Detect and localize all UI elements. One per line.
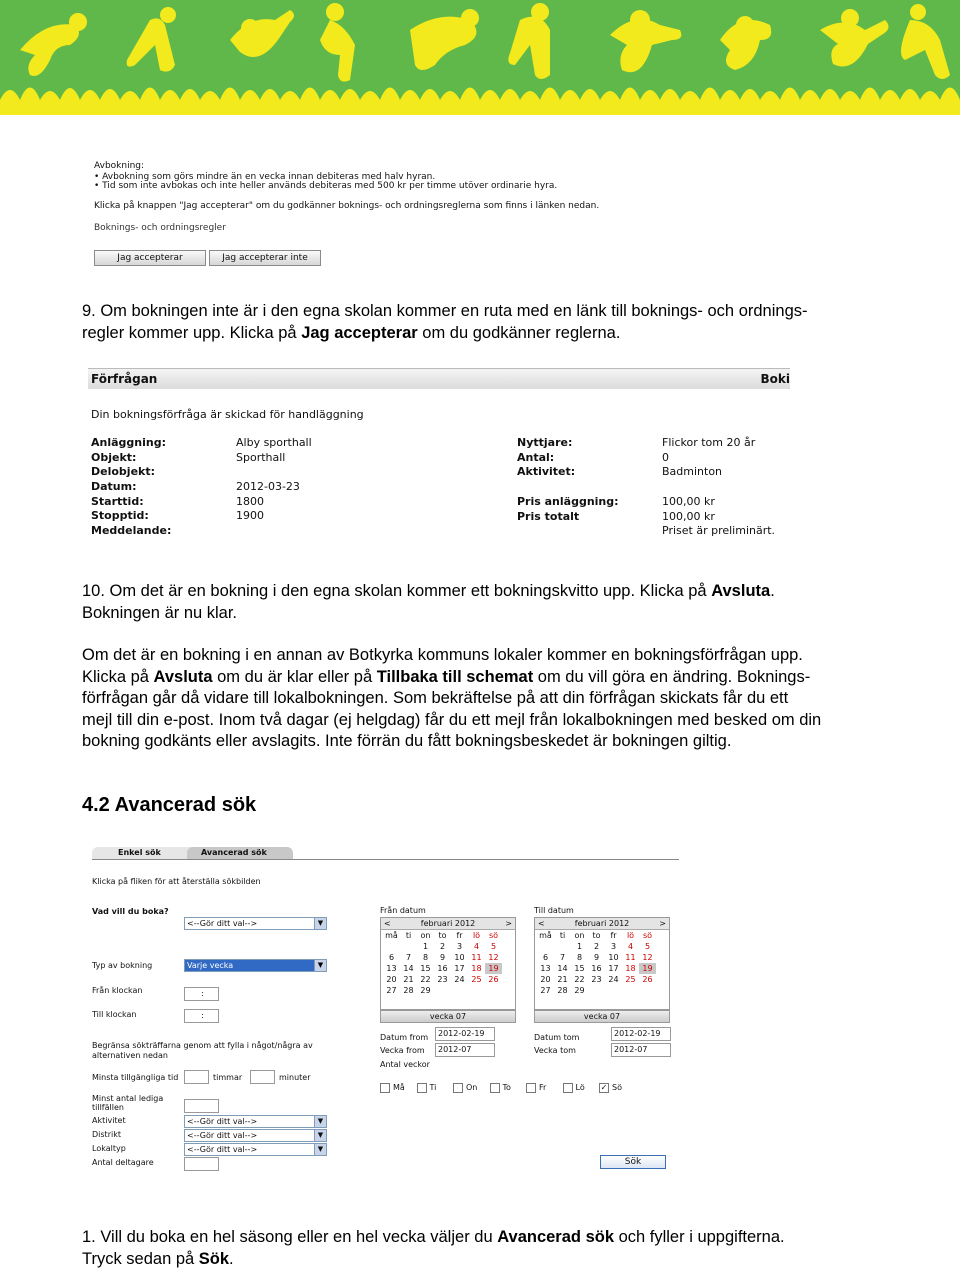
- participants-label: Antal deltagare: [92, 1158, 154, 1167]
- calendar-day[interactable]: 3: [610, 942, 617, 951]
- calendar-day[interactable]: 15: [574, 964, 585, 973]
- activity-select[interactable]: <--Gör ditt val--> ▼: [184, 1115, 327, 1128]
- calendar-day: [383, 941, 400, 952]
- calendar-day[interactable]: 19: [485, 963, 502, 974]
- weekday-header: ti: [405, 931, 412, 940]
- decline-button[interactable]: Jag accepterar inte: [209, 250, 321, 266]
- request-title-right: Boki: [760, 372, 790, 386]
- request-field-label: Datum:: [91, 480, 137, 494]
- jumping-kids-illustration: [0, 0, 960, 115]
- calendar-day[interactable]: 27: [540, 986, 551, 995]
- booking-type-select[interactable]: Varje vecka ▼: [184, 959, 327, 972]
- weekday-header: lö: [626, 931, 635, 940]
- calendar-day[interactable]: 11: [625, 953, 636, 962]
- cancellation-rule-1: • Avbokning som görs mindre än en vecka innan debiteras med halv hyran.: [94, 172, 436, 182]
- activity-label: Aktivitet: [92, 1116, 126, 1125]
- min-time-label: Minsta tillgängliga tid: [92, 1073, 179, 1082]
- tab-advanced-search[interactable]: Avancerad sök: [187, 847, 293, 859]
- calendar-day[interactable]: 5: [644, 942, 651, 951]
- weekday-header: fr: [456, 931, 463, 940]
- calendar-day[interactable]: 2: [593, 942, 600, 951]
- weekday-checkbox-label: To: [502, 1083, 511, 1092]
- accept-button[interactable]: Jag accepterar: [94, 250, 206, 266]
- request-field-label: Pris totalt: [517, 509, 580, 523]
- request-field-value: 0: [662, 450, 669, 464]
- weekday-header: må: [539, 931, 552, 940]
- calendar-day[interactable]: 13: [540, 964, 551, 973]
- request-status: Din bokningsförfråga är skickad för handläggning: [91, 408, 364, 421]
- request-field-value: [236, 524, 312, 539]
- week-to-label: Vecka tom: [534, 1046, 576, 1055]
- request-header-bar: [88, 368, 790, 389]
- calendar-day: [451, 985, 468, 996]
- weekday-header: sö: [488, 931, 499, 940]
- chevron-down-icon: ▼: [314, 1130, 326, 1141]
- request-field-value: Alby sporthall: [236, 436, 312, 449]
- step-10-details: Om det är en bokning i en annan av Botkyrka kommuns lokaler kommer en bokningsförfrågan upp. Klicka på Avsluta om du är klar eller på Tillbaka till schemat om du vill göra en ändring. Boknings- förfrågan går då vidare till lokalbokningen. Som bekräftelse på att din förfrågan skickats får du ett mejl till din e-post. Inom två dagar (ej helgdag) får du ett mejl från lokalbokningen med besked om din bokning godkänts eller avslagits. Inte förrän du fått bokningsbeskedet är bokningen giltig.: [82, 646, 822, 750]
- calendar-day[interactable]: 27: [386, 986, 397, 995]
- calendar-day[interactable]: 17: [608, 964, 619, 973]
- from-time-label: Från klockan: [92, 986, 143, 995]
- weekday-checkbox-label: On: [466, 1083, 478, 1092]
- header-banner: [0, 0, 960, 115]
- what-to-book-label: Vad vill du boka?: [92, 907, 169, 916]
- min-minutes-input[interactable]: [250, 1070, 275, 1084]
- week-from-label: Vecka from: [380, 1046, 425, 1055]
- request-field-value: [236, 465, 312, 480]
- calendar-day[interactable]: 12: [642, 953, 653, 962]
- calendar-day[interactable]: 20: [540, 975, 551, 984]
- calendar-day[interactable]: 15: [420, 964, 431, 973]
- hours-label: timmar: [213, 1073, 243, 1082]
- calendar-day[interactable]: 14: [403, 964, 414, 973]
- weekday-header: fr: [610, 931, 617, 940]
- step-10-text: 10. Om det är en bokning i den egna skolan kommer ett bokningskvitto upp. Klicka på Avsluta. Bokningen är nu klar.: [82, 582, 775, 622]
- calendar-day[interactable]: 3: [456, 942, 463, 951]
- accept-instruction: Klicka på knappen "Jag accepterar" om du godkänner boknings- och ordningsreglerna som finns i länken nedan.: [94, 201, 600, 211]
- minutes-label: minuter: [279, 1073, 311, 1082]
- tab-baseline: [92, 859, 679, 860]
- request-title: Förfrågan: [91, 372, 158, 386]
- step-1-text: 1. Vill du boka en hel säsong eller en hel vecka väljer du Avancerad sök och fyller i uppgifterna. Tryck sedan på Sök.: [82, 1228, 785, 1268]
- request-field-value: 100,00 kr: [662, 495, 715, 508]
- cancellation-heading: Avbokning:: [94, 161, 145, 171]
- chevron-down-icon: ▼: [314, 1116, 326, 1127]
- calendar-day[interactable]: 2: [439, 942, 446, 951]
- calendar-day[interactable]: 7: [559, 953, 566, 962]
- request-field-value: 1900: [236, 509, 264, 523]
- participants-input[interactable]: [184, 1157, 219, 1171]
- calendar-day: [537, 941, 554, 952]
- weekday-checkbox-label: Sö: [612, 1083, 622, 1092]
- calendar-day[interactable]: 25: [625, 975, 636, 984]
- week-to-input[interactable]: 2012-07: [611, 1043, 671, 1057]
- reset-hint: Klicka på fliken för att återställa sökbilden: [92, 877, 261, 886]
- calendar-day[interactable]: 21: [403, 975, 414, 984]
- calendar-day[interactable]: 10: [454, 953, 465, 962]
- calendar-month-header: [381, 918, 515, 930]
- weekday-checkbox[interactable]: [453, 1083, 463, 1093]
- request-field-label: Aktivitet:: [517, 465, 576, 479]
- calendar-day[interactable]: 9: [593, 953, 600, 962]
- request-field-value: Badminton: [662, 465, 723, 479]
- calendar-day[interactable]: 11: [471, 953, 482, 962]
- weekday-header: to: [592, 931, 601, 940]
- calendar-month-label: februari 2012: [420, 919, 476, 928]
- weekday-checkbox-label: Må: [393, 1083, 405, 1092]
- calendar-day[interactable]: 12: [488, 953, 499, 962]
- request-field-value: Priset är preliminärt.: [662, 524, 776, 538]
- calendar-month-header: [535, 918, 669, 930]
- calendar-day[interactable]: 28: [403, 986, 414, 995]
- request-field-label: Stopptid:: [91, 509, 149, 523]
- calendar-day[interactable]: 4: [473, 942, 480, 951]
- weekday-header: lö: [472, 931, 481, 940]
- calendar-day[interactable]: 1: [422, 942, 429, 951]
- calendar-day[interactable]: 22: [420, 975, 431, 984]
- calendar-day[interactable]: 13: [386, 964, 397, 973]
- calendar-day[interactable]: 6: [388, 953, 395, 962]
- search-button[interactable]: Sök: [600, 1155, 666, 1169]
- calendar-day[interactable]: 24: [608, 975, 619, 984]
- calendar-day: [468, 985, 485, 996]
- request-field-label: Meddelande:: [91, 524, 172, 538]
- calendar-day: [588, 985, 605, 996]
- min-hours-input[interactable]: [184, 1070, 209, 1084]
- weekday-checkbox[interactable]: ✓: [600, 1083, 608, 1092]
- calendar-day[interactable]: 18: [625, 964, 636, 973]
- request-field-label: Pris anläggning:: [517, 495, 619, 508]
- booking-type-label: Typ av bokning: [92, 961, 153, 970]
- venue-type-label: Lokaltyp: [92, 1144, 126, 1153]
- calendar-day[interactable]: 5: [490, 942, 497, 951]
- weekday-checkbox-label: Fr: [539, 1083, 547, 1092]
- calendar-day[interactable]: 20: [386, 975, 397, 984]
- rules-link[interactable]: Boknings- och ordningsregler: [94, 223, 226, 233]
- chevron-down-icon: ▼: [314, 918, 326, 929]
- from-date-label: Från datum: [380, 906, 426, 915]
- request-right-labels-1: [517, 436, 575, 480]
- prev-month-button[interactable]: <: [384, 919, 391, 928]
- weekday-checkbox[interactable]: [563, 1083, 573, 1093]
- venue-type-select[interactable]: <--Gör ditt val--> ▼: [184, 1143, 327, 1156]
- calendar-day: [622, 985, 639, 996]
- calendar-day[interactable]: 29: [420, 986, 431, 995]
- calendar-day[interactable]: 28: [557, 986, 568, 995]
- weekday-header: on: [574, 931, 585, 940]
- calendar-day[interactable]: 25: [471, 975, 482, 984]
- calendar-day[interactable]: 7: [405, 953, 412, 962]
- next-month-button[interactable]: >: [659, 919, 666, 928]
- calendar-day[interactable]: 16: [437, 964, 448, 973]
- weekday-checkbox-label: Ti: [429, 1083, 437, 1092]
- weekday-header: må: [385, 931, 398, 940]
- chevron-down-icon: ▼: [314, 960, 326, 971]
- to-date-calendar[interactable]: [534, 917, 670, 1010]
- district-label: Distrikt: [92, 1130, 121, 1139]
- request-field-label: Nyttjare:: [517, 436, 573, 449]
- what-to-book-select[interactable]: <--Gör ditt val--> ▼: [184, 917, 327, 930]
- to-date-label: Till datum: [534, 906, 574, 915]
- calendar-day[interactable]: 8: [422, 953, 429, 962]
- request-right-values-1: [662, 436, 755, 480]
- tab-simple-search[interactable]: Enkel sök: [92, 847, 210, 859]
- prev-month-button[interactable]: <: [538, 919, 545, 928]
- calendar-day[interactable]: 26: [642, 975, 653, 984]
- calendar-day: [434, 985, 451, 996]
- calendar-day[interactable]: 4: [627, 942, 634, 951]
- calendar-day[interactable]: 6: [542, 953, 549, 962]
- weekday-checkbox-label: Lö: [575, 1083, 585, 1092]
- calendar-day[interactable]: 16: [591, 964, 602, 973]
- calendar-day[interactable]: 23: [437, 975, 448, 984]
- date-from-input[interactable]: 2012-02-19: [435, 1027, 495, 1041]
- weekday-header: ti: [559, 931, 566, 940]
- calendar-month-label: februari 2012: [574, 919, 630, 928]
- calendar-day: [485, 985, 502, 996]
- date-to-input[interactable]: 2012-02-19: [611, 1027, 671, 1041]
- calendar-day: [400, 941, 417, 952]
- calendar-day[interactable]: 8: [576, 953, 583, 962]
- request-left-values: [236, 436, 312, 539]
- to-week-label: vecka 07: [534, 1010, 670, 1023]
- from-time-input[interactable]: :: [184, 987, 219, 1001]
- district-select[interactable]: <--Gör ditt val--> ▼: [184, 1129, 327, 1142]
- calendar-day: [639, 985, 656, 996]
- calendar-day[interactable]: 18: [471, 964, 482, 973]
- request-left-labels: [91, 436, 171, 539]
- request-field-label: [517, 524, 619, 539]
- from-week-label: vecka 07: [380, 1010, 516, 1023]
- week-from-input[interactable]: 2012-07: [435, 1043, 495, 1057]
- request-field-label: Anläggning:: [91, 436, 166, 449]
- date-to-label: Datum tom: [534, 1033, 580, 1042]
- cancellation-rule-2: • Tid som inte avbokas och inte heller används debiteras med 500 kr per timme utöver ordinarie hyra.: [94, 181, 558, 191]
- calendar-day: [554, 941, 571, 952]
- min-free-input[interactable]: [184, 1099, 219, 1113]
- request-field-label: Objekt:: [91, 450, 137, 464]
- calendar-day: [605, 985, 622, 996]
- calendar-day[interactable]: 24: [454, 975, 465, 984]
- weekday-header: on: [420, 931, 431, 940]
- calendar-day[interactable]: 17: [454, 964, 465, 973]
- calendar-day[interactable]: 22: [574, 975, 585, 984]
- request-field-label: Antal:: [517, 450, 555, 464]
- calendar-day[interactable]: 26: [488, 975, 499, 984]
- request-right-labels-2: [517, 495, 619, 539]
- chevron-down-icon: ▼: [314, 1144, 326, 1155]
- calendar-day[interactable]: 21: [557, 975, 568, 984]
- weekday-checkbox[interactable]: [380, 1083, 390, 1093]
- calendar-day[interactable]: 29: [574, 986, 585, 995]
- weekday-checkbox[interactable]: [490, 1083, 500, 1093]
- from-date-calendar[interactable]: [380, 917, 516, 1010]
- weekday-checkbox[interactable]: [417, 1083, 427, 1093]
- to-time-label: Till klockan: [92, 1010, 137, 1019]
- calendar-day[interactable]: 19: [639, 963, 656, 974]
- calendar-day[interactable]: 9: [439, 953, 446, 962]
- calendar-day[interactable]: 23: [591, 975, 602, 984]
- request-field-value: 100,00 kr: [662, 509, 715, 523]
- request-field-value: Sporthall: [236, 450, 286, 464]
- weekday-checkbox[interactable]: [526, 1083, 536, 1093]
- request-field-label: Delobjekt:: [91, 465, 155, 479]
- weekday-header: to: [438, 931, 447, 940]
- section-heading: 4.2 Avancerad sök: [82, 794, 257, 816]
- next-month-button[interactable]: >: [505, 919, 512, 928]
- calendar-day[interactable]: 1: [576, 942, 583, 951]
- min-free-label: Minst antal lediga tillfällen: [92, 1094, 164, 1112]
- step-9-text: 9. Om bokningen inte är i den egna skolan kommer en ruta med en länk till boknings- och ordnings- regler kommer upp. Klicka på Jag accepterar om du godkänner reglerna.: [82, 302, 808, 342]
- request-field-value: Flickor tom 20 år: [662, 436, 756, 449]
- request-field-label: Starttid:: [91, 494, 144, 508]
- weekday-header: sö: [642, 931, 653, 940]
- request-right-values-2: [662, 495, 775, 539]
- request-field-value: 2012-03-23: [236, 480, 300, 494]
- calendar-day[interactable]: 10: [608, 953, 619, 962]
- num-weeks-label: Antal veckor: [380, 1060, 430, 1069]
- calendar-day[interactable]: 14: [557, 964, 568, 973]
- request-field-value: 1800: [236, 494, 264, 508]
- date-from-label: Datum from: [380, 1033, 429, 1042]
- to-time-input[interactable]: :: [184, 1009, 219, 1023]
- limit-hint: Begränsa sökträffarna genom att fylla i något/några av alternativen nedan: [92, 1041, 313, 1060]
